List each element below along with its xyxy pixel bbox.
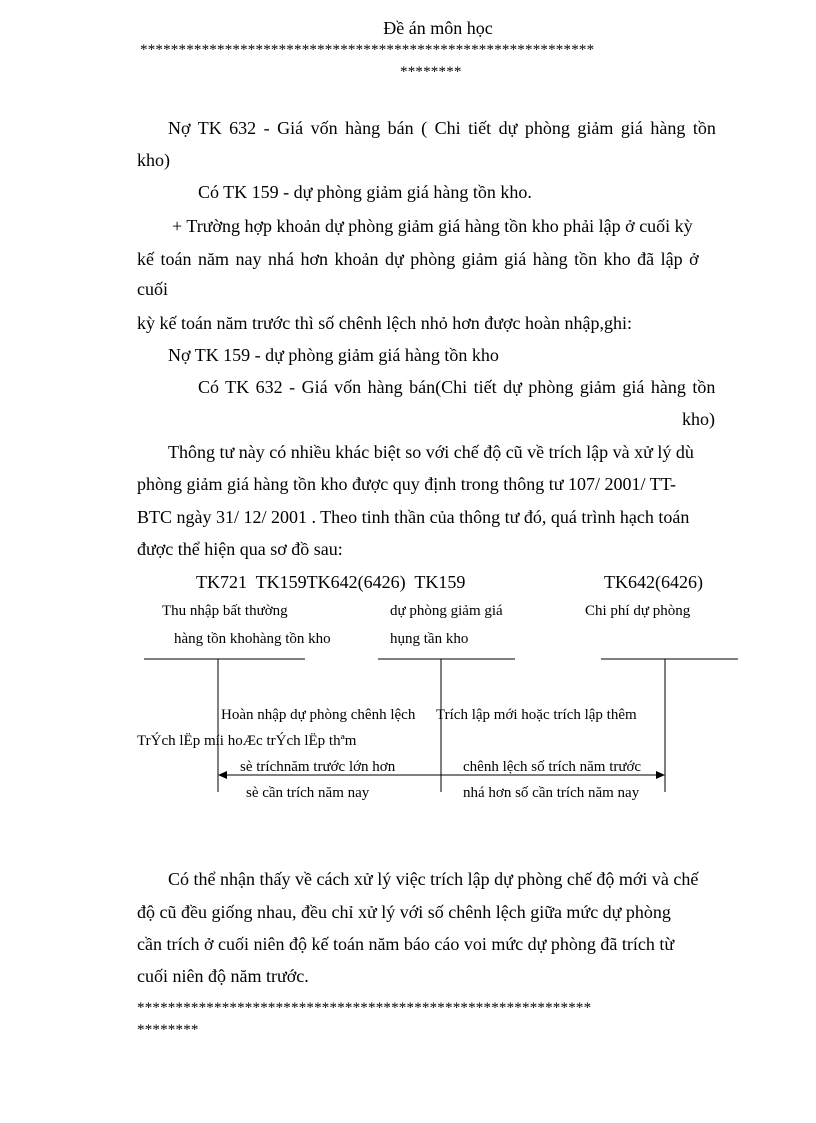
text-line: kho): [137, 150, 170, 170]
account-label: hụng tần kho: [390, 631, 469, 647]
footer-stars-line-2: ********: [137, 1022, 199, 1038]
text-line: cuối: [137, 279, 168, 299]
text-line: độ cũ đều giống nhau, đều chỉ xử lý với số chênh lệch giữa mức dự phòng: [137, 902, 671, 922]
diagram-note: nhá hơn số cần trích năm nay: [463, 785, 640, 801]
footer-stars-line: ***********************************************************: [137, 1000, 592, 1016]
text-line: kế toán năm nay nhá hơn khoản dự phòng giảm giá hàng tồn kho đã lập ở: [137, 249, 699, 269]
text-line: kỳ kế toán năm trước thì số chênh lệch nhỏ hơn được hoàn nhập,ghi:: [137, 313, 632, 333]
text-line: + Trường hợp khoản dự phòng giảm giá hàng tồn kho phải lập ở cuối kỳ: [172, 216, 693, 236]
text-line: được thể hiện qua sơ đồ sau:: [137, 539, 343, 559]
account-label: hàng tồn khohàng tồn kho: [174, 631, 331, 647]
page-header-title: Đề án môn học: [383, 18, 493, 38]
text-line: Thông tư này có nhiều khác biệt so với chế độ cũ về trích lập và xử lý dù: [168, 442, 694, 462]
text-line: BTC ngày 31/ 12/ 2001 . Theo tinh thần của thông tư đó, quá trình hạch toán: [137, 507, 690, 527]
arrow-left-head: [218, 771, 227, 779]
diagram-note: Trích lập mới hoặc trích lập thêm: [436, 707, 637, 723]
text-line: cần trích ở cuối niên độ kế toán năm báo cáo voi mức dự phòng đã trích từ: [137, 934, 675, 954]
header-stars-line: ***********************************************************: [140, 42, 595, 58]
account-label: Chi phí dự phòng: [585, 603, 691, 619]
diagram-heading-left: TK721 TK159TK642(6426) TK159: [196, 572, 466, 592]
diagram-note: chênh lệch số trích năm trước: [463, 759, 642, 775]
text-line: Nợ TK 632 - Giá vốn hàng bán ( Chi tiết dự phòng giảm giá hàng tồn: [168, 118, 716, 138]
text-line: Nợ TK 159 - dự phòng giảm giá hàng tồn kho: [168, 345, 499, 365]
diagram-note-garbled: TrÝch lËp míi hoÆc trÝch lËp thªm: [137, 733, 357, 749]
diagram-note: Hoàn nhập dự phòng chênh lệch: [221, 707, 416, 723]
diagram-note: sè tríchnăm trước lớn hơn: [240, 759, 396, 775]
account-label: dự phòng giảm giá: [390, 603, 503, 619]
text-line: Có TK 159 - dự phòng giảm giá hàng tồn kho.: [198, 182, 532, 202]
header-stars-line-2: ********: [400, 64, 462, 80]
text-line: Có thể nhận thấy về cách xử lý việc trích lập dự phòng chế độ mới và chế: [168, 869, 699, 889]
text-line: phòng giảm giá hàng tồn kho được quy định trong thông tư 107/ 2001/ TT-: [137, 474, 676, 494]
text-line: cuối niên độ năm trước.: [137, 966, 309, 986]
account-label: Thu nhập bất thường: [162, 603, 288, 619]
diagram-heading-right: TK642(6426): [604, 572, 703, 592]
text-line: Có TK 632 - Giá vốn hàng bán(Chi tiết dự phòng giảm giá hàng tồn: [198, 377, 716, 397]
diagram-note: sè cần trích năm nay: [246, 785, 370, 801]
text-line: kho): [682, 409, 715, 429]
arrow-right-head: [656, 771, 665, 779]
